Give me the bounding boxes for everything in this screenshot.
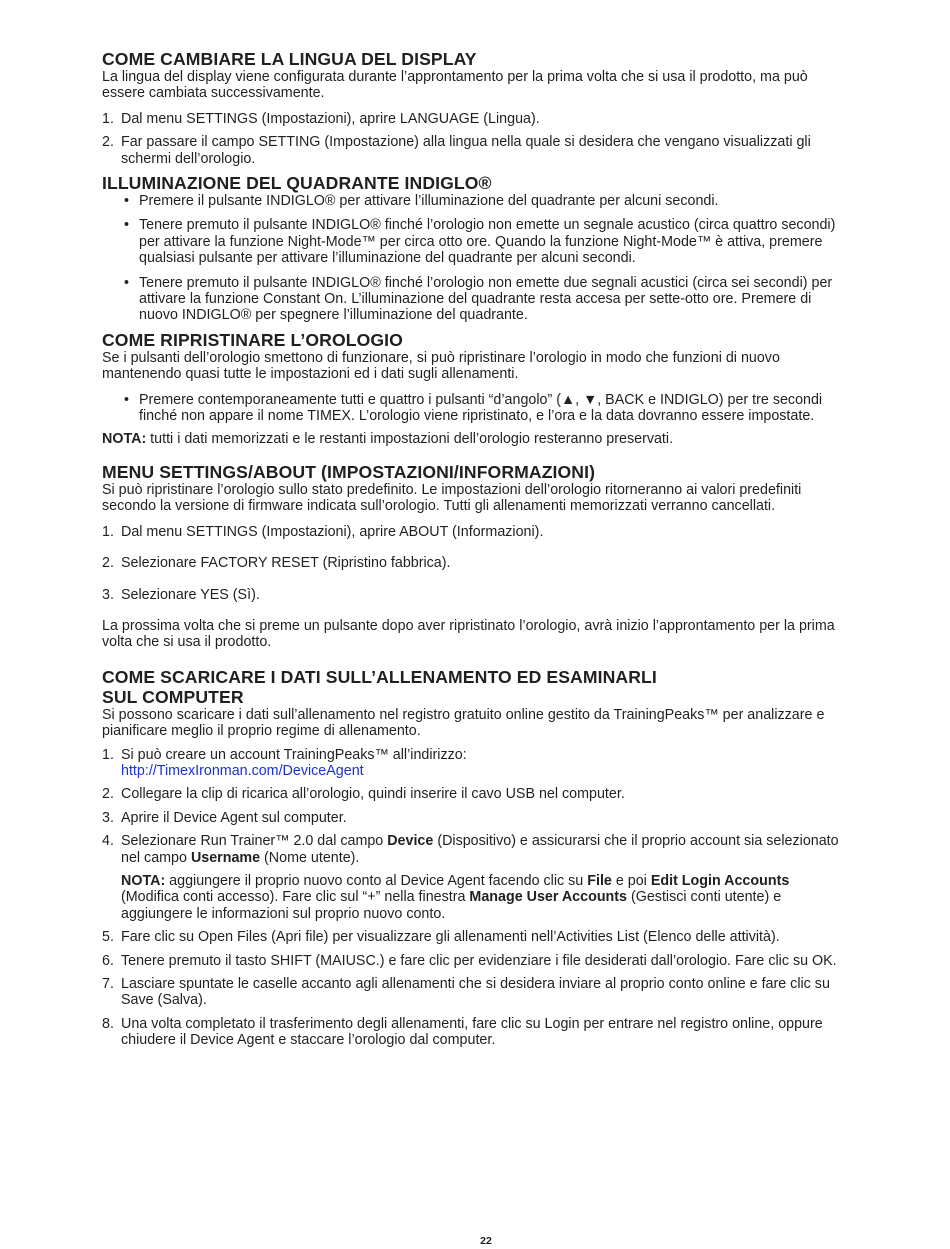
list-item	[102, 392, 847, 425]
bullet-text: Premere il pulsante INDIGLO® per attivare l’illuminazione del quadrante per alcuni secondi.	[139, 193, 719, 210]
list-item	[102, 953, 847, 969]
indiglo-bullets	[102, 193, 847, 324]
download-intro: Si possono scaricare i dati sull’allenamento nel registro gratuito online gestito da TrainingPeaks™ per analizzare e pianificare meglio il proprio regime di allenamento.	[102, 706, 825, 740]
reset-bullets	[102, 392, 847, 425]
list-item	[102, 193, 847, 209]
page-number: 22	[480, 1235, 492, 1247]
manage-user-accounts-label: Manage User Accounts	[469, 889, 627, 906]
list-item	[102, 111, 847, 127]
bullet-text: Tenere premuto il pulsante INDIGLO® finché l’orologio non emette un segnale acustico (circa quattro secondi) per attivare la funzione Night-Mode™ per circa otto ore. Quando la funzione Night-Mode™ è attiva, premere qualsiasi pulsante per attivare l’illuminazione del quadrante per alcuni secondi.	[139, 217, 836, 267]
bullet-glyph: •	[124, 193, 130, 210]
step-number: 2.	[102, 786, 114, 803]
language-heading: COME CAMBIARE LA LINGUA DEL DISPLAY	[102, 49, 477, 69]
bullet-text: Tenere premuto il pulsante INDIGLO® finché l’orologio non emette due segnali acustici (circa sei secondi) per attivare la funzione Constant On. L’illuminazione del quadrante resta accesa per sette-otto ore. Premere di nuovo INDIGLO® per spegnere l’illuminazione del quadrante.	[139, 274, 833, 324]
about-section	[102, 462, 847, 651]
list-item	[102, 786, 847, 802]
bullet-glyph: •	[124, 391, 130, 408]
indiglo-heading: ILLUMINAZIONE DEL QUADRANTE INDIGLO®	[102, 173, 492, 194]
step-text: Fare clic su Open Files (Apri file) per visualizzare gli allenamenti nell’Activities List (Elenco delle attività).	[121, 929, 780, 946]
list-item	[102, 524, 847, 540]
step-number: 5.	[102, 929, 114, 946]
step-number: 1.	[102, 746, 114, 763]
note-text: (Modifica conti accesso). Fare clic sul “+” nella finestra	[121, 889, 470, 906]
step-number: 8.	[102, 1015, 114, 1032]
step-text: Dal menu SETTINGS (Impostazioni), aprire ABOUT (Informazioni).	[121, 523, 544, 540]
step-text-part: (Dispositivo) e assicurarsi che il proprio account sia selezionato nel campo	[121, 833, 839, 866]
language-steps	[102, 111, 847, 167]
download-heading-line1: COME SCARICARE I DATI SULL’ALLENAMENTO ED ESAMINARLI	[102, 666, 657, 687]
step-number: 1.	[102, 523, 114, 540]
step-text: Dal menu SETTINGS (Impostazioni), aprire LANGUAGE (Lingua).	[121, 110, 540, 127]
step-text: Far passare il campo SETTING (Impostazione) alla lingua nella quale si desidera che vengano visualizzati gli schermi dell’orologio.	[121, 134, 811, 167]
note-label: NOTA:	[121, 873, 166, 889]
list-item	[102, 555, 847, 571]
step-text-part: (Nome utente).	[260, 849, 360, 866]
bullet-text: Premere contemporaneamente tutti e quattro i pulsanti “d’angolo” (▲, ▼, BACK e INDIGLO) per tre secondi finché non appare il nome TIMEX. L’orologio viene ripristinato, e l’ora e la data dovranno essere impostate.	[139, 391, 823, 425]
note-text: e poi	[611, 873, 651, 889]
note-text: tutti i dati memorizzati e le restanti impostazioni dell’orologio resteranno preservati.	[146, 430, 674, 447]
bullet-glyph: •	[124, 274, 130, 291]
device-agent-link[interactable]: http://TimexIronman.com/DeviceAgent	[121, 762, 364, 779]
note-label: NOTA:	[102, 430, 147, 447]
download-heading	[102, 667, 847, 707]
list-item	[102, 134, 847, 167]
step-number: 1.	[102, 110, 114, 127]
step-text: Si può creare un account TrainingPeaks™ all’indirizzo:	[121, 746, 467, 763]
step-number: 6.	[102, 952, 114, 969]
note-text: (Gestisci conti utente) e aggiungere le informazioni sul proprio nuovo conto.	[121, 889, 782, 922]
about-steps	[102, 524, 847, 603]
reset-section	[102, 330, 847, 447]
step-number: 3.	[102, 809, 114, 826]
download-note	[121, 873, 847, 922]
list-item	[102, 587, 847, 603]
indiglo-section	[102, 173, 847, 324]
bullet-glyph: •	[124, 217, 130, 234]
list-item	[102, 217, 847, 266]
manual-page	[102, 49, 847, 1049]
download-heading-line2: SUL COMPUTER	[102, 686, 244, 707]
list-item	[102, 747, 847, 780]
list-item	[102, 833, 847, 922]
step-number: 2.	[102, 555, 114, 572]
step-text: Collegare la clip di ricarica all’orologio, quindi inserire il cavo USB nel computer.	[121, 786, 625, 803]
note-text: aggiungere il proprio nuovo conto al Device Agent facendo clic su	[165, 873, 588, 889]
step-text: Lasciare spuntate le caselle accanto agli allenamenti che si desidera inviare al proprio conto online e fare clic su Save (Salva).	[121, 976, 830, 1009]
step-number: 3.	[102, 586, 114, 603]
step-text: Aprire il Device Agent sul computer.	[121, 809, 347, 826]
step-text: Selezionare FACTORY RESET (Ripristino fabbrica).	[121, 555, 451, 572]
about-heading: MENU SETTINGS/ABOUT (IMPOSTAZIONI/INFORMAZIONI)	[102, 461, 596, 482]
list-item	[102, 1016, 847, 1049]
download-section	[102, 667, 847, 1049]
file-menu-label: File	[587, 873, 612, 889]
step-text: Una volta completato il trasferimento degli allenamenti, fare clic su Login per entrare nel registro online, oppure chiudere il Device Agent e staccare l’orologio dal computer.	[121, 1015, 823, 1049]
about-intro: Si può ripristinare l’orologio sullo stato predefinito. Le impostazioni dell’orologio ritorneranno ai valori predefiniti secondo la versione di firmware indicata sull’orologio. Tutti gli allenamenti memorizzati verranno cancellati.	[102, 481, 802, 515]
step-text	[121, 833, 839, 865]
device-field-label: Device	[387, 833, 434, 850]
reset-heading: COME RIPRISTINARE L’OROLOGIO	[102, 329, 403, 350]
username-field-label: Username	[190, 849, 261, 866]
step-text: Selezionare YES (Sì).	[121, 586, 260, 603]
step-number: 4.	[102, 833, 114, 850]
download-steps	[102, 747, 847, 1049]
reset-note	[102, 431, 847, 447]
language-section	[102, 49, 847, 167]
reset-intro: Se i pulsanti dell’orologio smettono di funzionare, si può ripristinare l’orologio in modo che funzioni di nuovo mantenendo quasi tutte le impostazioni ed i dati sugli allenamenti.	[102, 349, 780, 383]
language-intro: La lingua del display viene configurata durante l’approntamento per la prima volta che si usa il prodotto, ma può essere cambiata successivamente.	[102, 69, 808, 102]
step-number: 2.	[102, 134, 114, 151]
list-item	[102, 929, 847, 945]
edit-login-accounts-label: Edit Login Accounts	[650, 873, 790, 889]
step-text: Tenere premuto il tasto SHIFT (MAIUSC.) e fare clic per evidenziare i file desiderati dall’orologio. Fare clic su OK.	[121, 952, 837, 969]
step-number: 7.	[102, 976, 114, 993]
step-text-part: Selezionare Run Trainer™ 2.0 dal campo	[121, 833, 388, 850]
list-item	[102, 976, 847, 1009]
about-outro: La prossima volta che si preme un pulsante dopo aver ripristinato l’orologio, avrà inizio l’approntamento per la prima volta che si usa il prodotto.	[102, 617, 835, 651]
list-item	[102, 275, 847, 324]
list-item	[102, 810, 847, 826]
